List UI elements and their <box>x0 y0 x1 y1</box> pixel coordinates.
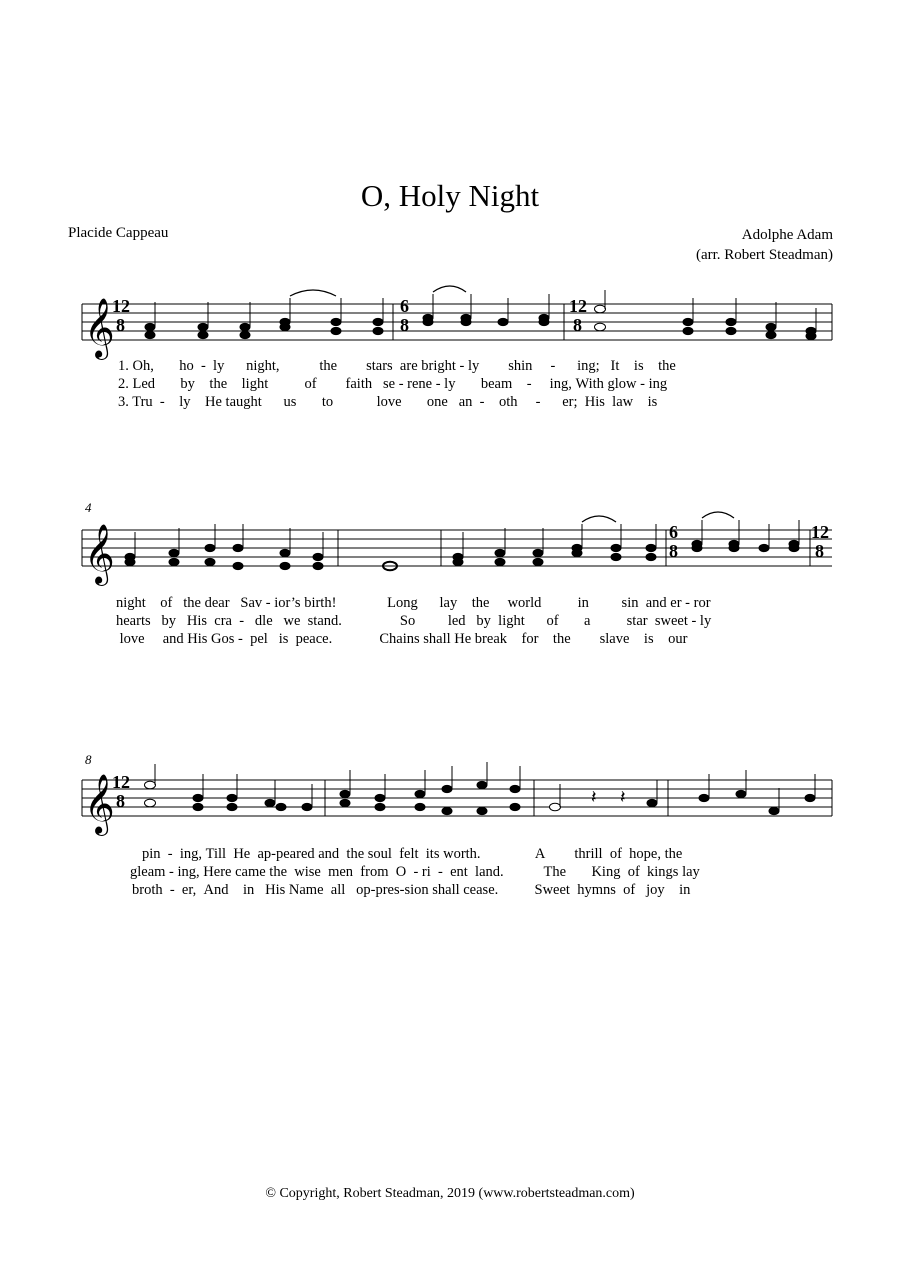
page-title: O, Holy Night <box>360 178 540 213</box>
time-sig-num: 12 <box>811 522 829 542</box>
time-sig-num: 6 <box>400 296 409 316</box>
time-sig-den: 8 <box>669 541 678 561</box>
quarter-rest-icon: 𝄽 <box>620 787 626 807</box>
time-sig-num: 6 <box>669 522 678 542</box>
lyric-line-2: gleam - ing, Here came the wise men from O - ri - ent land. The King of kings lay <box>130 864 700 880</box>
time-sig-den: 8 <box>116 791 125 811</box>
lyric-line-2: hearts by His cra - dle we stand. So led by light of a star sweet - ly <box>116 613 712 629</box>
measure-number: 4 <box>85 500 92 515</box>
treble-clef-icon: 𝄞 <box>84 776 115 833</box>
lyric-line-1: 1. Oh, ho - ly night, the stars are bright - ly shin - ing; It is the <box>118 358 676 374</box>
time-sig-den: 8 <box>400 315 409 335</box>
time-sig-num: 12 <box>112 772 130 792</box>
lyric-line-1: pin - ing, Till He ap-peared and the soul felt its worth. A thrill of hope, the <box>142 846 683 862</box>
lyric-line-3: 3. Tru - ly He taught us to love one an - oth - er; His law is <box>118 394 658 410</box>
copyright-notice: © Copyright, Robert Steadman, 2019 (www.robertsteadman.com) <box>265 1186 635 1201</box>
time-sig-num: 12 <box>112 296 130 316</box>
staff-system-2 <box>0 510 900 590</box>
time-sig-den: 8 <box>573 315 582 335</box>
lyric-line-3: love and His Gos - pel is peace. Chains shall He break for the slave is our <box>116 631 688 647</box>
notes-system-2 <box>125 520 799 570</box>
measure-number: 8 <box>85 752 92 767</box>
arranger-name: (arr. Robert Steadman) <box>695 247 833 263</box>
lyric-line-3: broth - er, And in His Name all op-pres-sion shall cease. Sweet hymns of joy in <box>132 882 691 898</box>
treble-clef-icon: 𝄞 <box>84 300 115 357</box>
time-sig-den: 8 <box>815 541 824 561</box>
lyricist-credit: Placide Cappeau <box>68 225 169 241</box>
staff-system-1 <box>0 290 900 360</box>
lyric-line-1: night of the dear Sav - ior’s birth! Long lay the world in sin and er - ror <box>116 595 711 611</box>
quarter-rest-icon: 𝄽 <box>591 787 597 807</box>
staff-system-3 <box>0 762 900 842</box>
treble-clef-icon: 𝄞 <box>84 526 115 583</box>
notes-system-1 <box>145 290 816 340</box>
composer-credit <box>696 225 833 265</box>
time-sig-num: 12 <box>569 296 587 316</box>
time-sig-den: 8 <box>116 315 125 335</box>
composer-name: Adolphe Adam <box>741 227 833 243</box>
lyric-line-2: 2. Led by the light of faith se - rene - ly beam - ing, With glow - ing <box>118 376 668 392</box>
